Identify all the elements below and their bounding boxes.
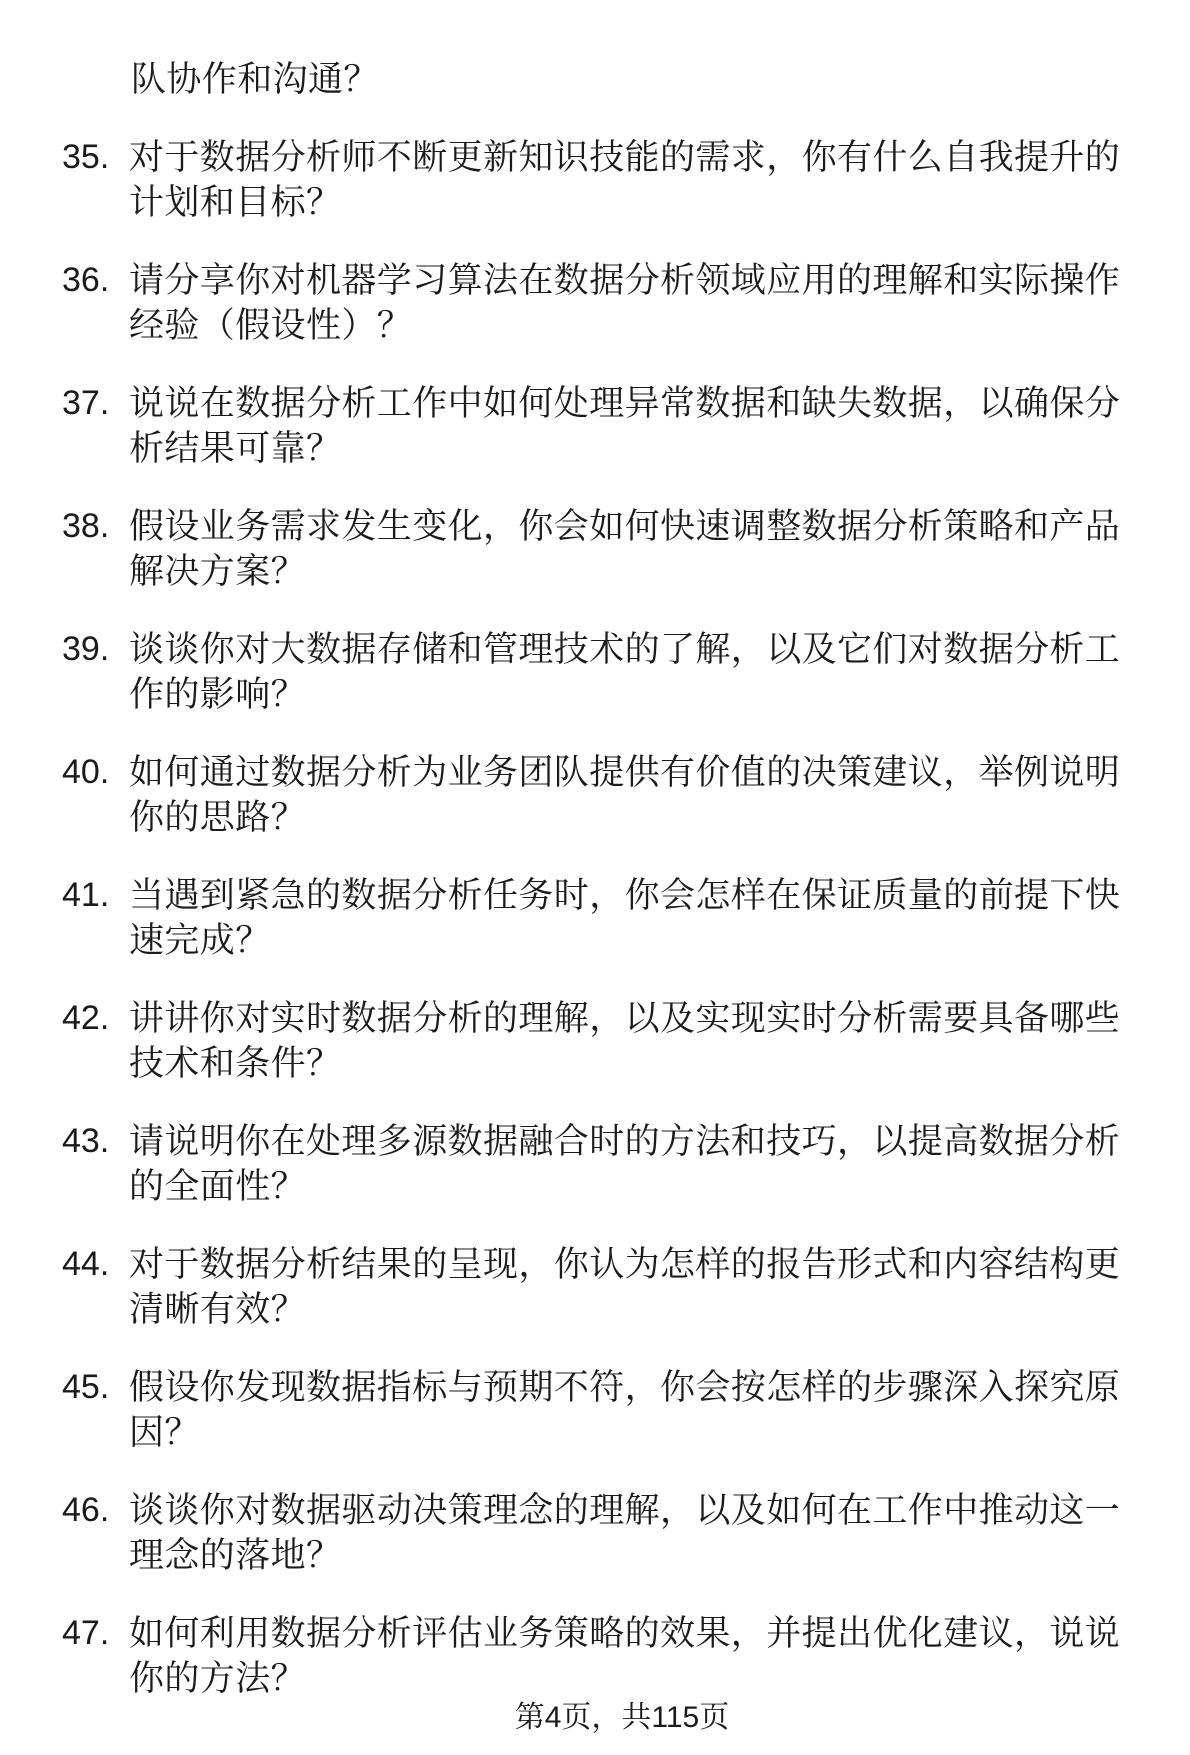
- question-number: 45.: [62, 1368, 110, 1406]
- question-text: [129, 1611, 1169, 1701]
- question-line: 讲讲你对实时数据分析的理解，以及实现实时分析需要具备哪些: [129, 999, 1121, 1038]
- question-text: [129, 381, 1169, 471]
- page-footer: [0, 1700, 1190, 1736]
- question-number: 35.: [62, 138, 110, 176]
- question-item: [0, 135, 1190, 225]
- question-item: [0, 750, 1190, 840]
- question-number: 46.: [62, 1491, 110, 1529]
- question-number: 36.: [62, 261, 110, 299]
- question-number: 43.: [62, 1122, 110, 1160]
- question-text: [129, 504, 1169, 594]
- continued-question-text: 队协作和沟通？: [131, 60, 379, 99]
- question-line: 谈谈你对大数据存储和管理技术的了解，以及它们对数据分析工: [129, 630, 1121, 669]
- question-text: [129, 258, 1169, 348]
- question-text: [129, 135, 1169, 225]
- question-item: [0, 996, 1190, 1086]
- question-line: 速完成？: [129, 921, 271, 960]
- question-text: [129, 1119, 1169, 1209]
- question-line: 解决方案？: [129, 552, 307, 591]
- question-line: 谈谈你对数据驱动决策理念的理解，以及如何在工作中推动这一: [129, 1491, 1121, 1530]
- question-item: [0, 873, 1190, 963]
- question-line: 理念的落地？: [129, 1536, 342, 1575]
- question-line: 假设业务需求发生变化，你会如何快速调整数据分析策略和产品: [129, 507, 1121, 546]
- question-line: 作的影响？: [129, 675, 307, 714]
- question-text: [129, 627, 1169, 717]
- question-item: [0, 1488, 1190, 1578]
- question-line: 对于数据分析结果的呈现，你认为怎样的报告形式和内容结构更: [129, 1245, 1121, 1284]
- question-line: 你的方法？: [129, 1659, 307, 1698]
- question-number: 47.: [62, 1614, 110, 1652]
- question-line: 清晰有效？: [129, 1290, 307, 1329]
- question-item: [0, 627, 1190, 717]
- question-line: 经验（假设性）？: [129, 306, 413, 345]
- question-item: [0, 504, 1190, 594]
- question-line: 如何通过数据分析为业务团队提供有价值的决策建议，举例说明: [129, 753, 1121, 792]
- question-number: 44.: [62, 1245, 110, 1283]
- question-item: [0, 1119, 1190, 1209]
- question-number: 41.: [62, 876, 110, 914]
- question-text: [129, 1365, 1169, 1455]
- question-line: 如何利用数据分析评估业务策略的效果，并提出优化建议，说说: [129, 1614, 1121, 1653]
- question-list: [0, 57, 1190, 1701]
- question-item: [0, 1365, 1190, 1455]
- question-line: 因？: [129, 1413, 200, 1452]
- question-line: 请说明你在处理多源数据融合时的方法和技巧，以提高数据分析: [129, 1122, 1121, 1161]
- question-item: [0, 1242, 1190, 1332]
- question-text: [129, 1488, 1169, 1578]
- question-item: [0, 381, 1190, 471]
- question-text: [129, 873, 1169, 963]
- question-line: 当遇到紧急的数据分析任务时，你会怎样在保证质量的前提下快: [129, 876, 1121, 915]
- question-text: [129, 996, 1169, 1086]
- question-number: 40.: [62, 753, 110, 791]
- question-line: 假设你发现数据指标与预期不符，你会按怎样的步骤深入探究原: [129, 1368, 1121, 1407]
- question-line: 你的思路？: [129, 798, 307, 837]
- page-number-label: 第4页，共115页: [514, 1701, 730, 1734]
- question-line: 析结果可靠？: [129, 429, 342, 468]
- question-text: [129, 750, 1169, 840]
- question-line: 对于数据分析师不断更新知识技能的需求，你有什么自我提升的: [129, 138, 1121, 177]
- question-text: [129, 1242, 1169, 1332]
- question-line: 请分享你对机器学习算法在数据分析领域应用的理解和实际操作: [129, 261, 1121, 300]
- question-number: 42.: [62, 999, 110, 1037]
- question-number: 39.: [62, 630, 110, 668]
- question-number: 38.: [62, 507, 110, 545]
- question-item: [0, 258, 1190, 348]
- question-line: 计划和目标？: [129, 183, 342, 222]
- question-item: [0, 1611, 1190, 1701]
- question-line: 的全面性？: [129, 1167, 307, 1206]
- question-line: 技术和条件？: [129, 1044, 342, 1083]
- question-number: 37.: [62, 384, 110, 422]
- question-line: 说说在数据分析工作中如何处理异常数据和缺失数据，以确保分: [129, 384, 1121, 423]
